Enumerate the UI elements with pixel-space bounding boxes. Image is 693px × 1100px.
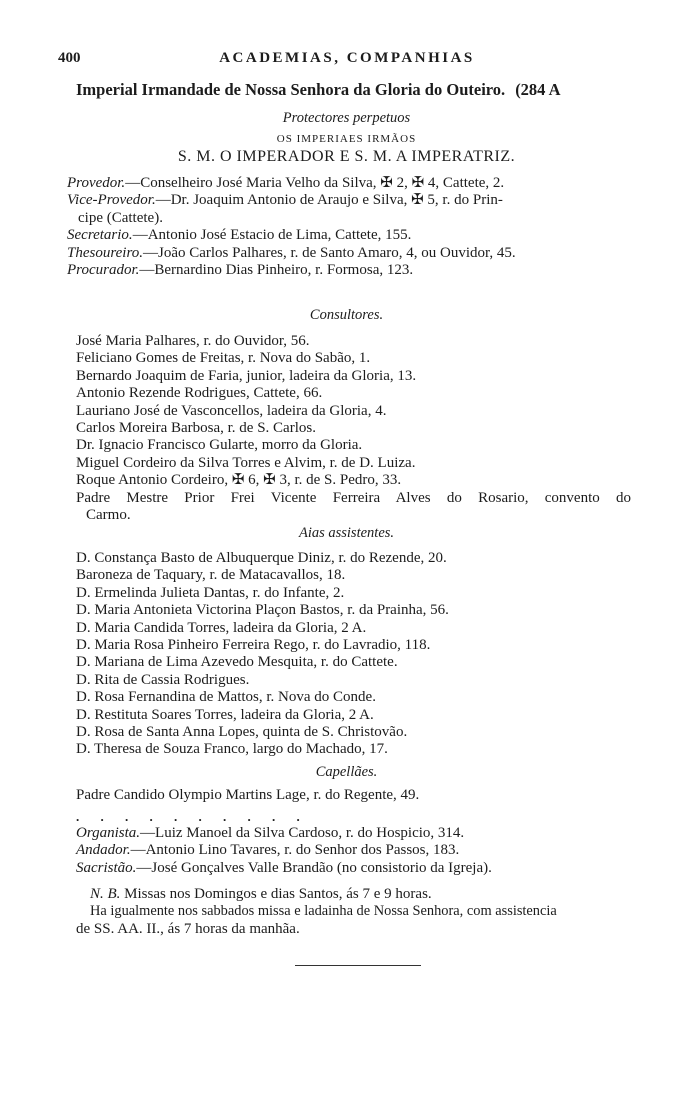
list-item: D. Restituta Soares Torres, ladeira da Gloria, 2 A. (76, 706, 374, 723)
list-item: D. Maria Candida Torres, ladeira da Gloria, 2 A. (76, 619, 367, 636)
closing-rule (295, 965, 421, 966)
officer-entry (67, 227, 627, 244)
list-item: Antonio Rezende Rodrigues, Cattete, 66. (76, 385, 323, 402)
list-item: D. Theresa de Souza Franco, largo do Machado, 17. (76, 741, 388, 758)
note-line: de SS. AA. II., ás 7 horas da manhãa. (76, 920, 300, 937)
consultores-list (76, 333, 631, 524)
list-item: Padre Mestre Prior Frei Vicente Ferreira Alves do Rosario, convento do (76, 489, 631, 506)
list-item: Feliciano Gomes de Freitas, r. Nova do Sabão, 1. (76, 350, 371, 367)
list-item: Miguel Cordeiro da Silva Torres e Alvim, r. de D. Luiza. (76, 454, 416, 471)
officer-text: —Conselheiro José Maria Velho da Silva, ✠ 2, ✠ 4, Cattete, 2. (125, 175, 505, 191)
brotherhood-name: Imperial Irmandade de Nossa Senhora da Gloria do Outeiro. (76, 80, 506, 99)
ellipsis-dots: . . . . . . . . . . (76, 809, 309, 824)
running-title: ACADEMIAS, COMPANHIAS (219, 50, 475, 66)
protectores-names: S. M. O IMPERADOR E S. M. A IMPERATRIZ. (177, 148, 516, 165)
nb-text: Missas nos Domingos e dias Santos, ás 7 e 9 horas. (124, 886, 432, 902)
list-item: D. Maria Antonieta Victorina Plaçon Bastos, r. da Prainha, 56. (76, 602, 449, 619)
staff-text: —Antonio Lino Tavares, r. do Senhor dos Passos, 183. (130, 842, 460, 859)
consultores-heading: Consultores. (309, 307, 384, 323)
officer-text: —Antonio José Estacio de Lima, Cattete, 155. (132, 227, 412, 244)
officer-role: Procurador. (67, 261, 140, 278)
officer-entry-continuation: cipe (Cattete). (78, 209, 163, 226)
officer-role: Provedor. (67, 175, 126, 191)
page-number: 400 (58, 50, 81, 66)
officer-role: Thesoureiro. (67, 244, 143, 261)
officer-text: —Bernardino Dias Pinheiro, r. Formosa, 123. (139, 261, 414, 278)
entry-number: (284 A (515, 80, 561, 99)
officer-entry (67, 192, 627, 209)
list-item: Roque Antonio Cordeiro, ✠ 6, ✠ 3, r. de S. Pedro, 33. (76, 472, 402, 489)
officer-entry (67, 175, 627, 192)
list-item-continuation: Carmo. (86, 506, 131, 523)
notes (76, 886, 642, 938)
page-header (58, 50, 636, 72)
list-item: D. Mariana de Lima Azevedo Mesquita, r. do Cattete. (76, 654, 398, 671)
staff-text: —Luiz Manoel da Silva Cardoso, r. do Hospicio, 314. (140, 825, 465, 841)
list-item: D. Maria Rosa Pinheiro Ferreira Rego, r. do Lavradio, 118. (76, 636, 431, 653)
staff-role: Andador. (76, 842, 131, 859)
list-item: Dr. Ignacio Francisco Gularte, morro da Gloria. (76, 437, 363, 454)
section-title (76, 80, 636, 100)
staff-entry (76, 825, 631, 842)
officer-role: Vice-Provedor. (67, 192, 156, 209)
officer-entry (67, 245, 627, 262)
list-item: D. Ermelinda Julieta Dantas, r. do Infante, 2. (76, 584, 345, 601)
staff-entry (76, 842, 631, 859)
staff-text: —José Gonçalves Valle Brandão (no consistorio da Igreja). (136, 859, 492, 876)
list-item: Lauriano José de Vasconcellos, ladeira da Gloria, 4. (76, 402, 387, 419)
list-item: D. Rita de Cassia Rodrigues. (76, 671, 250, 688)
staff-entry (76, 860, 631, 877)
capellaes-list (76, 787, 631, 804)
aias-list (76, 550, 631, 759)
staff-list (76, 825, 631, 877)
list-item: D. Constança Basto de Albuquerque Diniz, r. do Rezende, 20. (76, 550, 447, 566)
officer-text: —João Carlos Palhares, r. de Santo Amaro, 4, ou Ouvidor, 45. (142, 244, 516, 261)
protectores-heading: Protectores perpetuos (282, 110, 411, 126)
list-item: Baroneza de Taquary, r. de Matacavallos, 18. (76, 567, 346, 584)
list-item: Bernardo Joaquim de Faria, junior, ladeira da Gloria, 13. (76, 367, 417, 384)
officer-entry (67, 262, 627, 279)
list-item: D. Rosa Fernandina de Mattos, r. Nova do Conde. (76, 689, 376, 706)
nb-note (76, 886, 642, 903)
protectores-subheading: OS IMPERIAES IRMÃOS (276, 133, 417, 145)
list-item: D. Rosa de Santa Anna Lopes, quinta de S. Christovão. (76, 723, 408, 740)
officer-role: Secretario. (67, 227, 133, 244)
nb-label: N. B. (90, 886, 121, 902)
list-item: José Maria Palhares, r. do Ouvidor, 56. (76, 333, 310, 349)
list-item: Padre Candido Olympio Martins Lage, r. do Regente, 49. (76, 787, 420, 803)
list-item: Carlos Moreira Barbosa, r. de S. Carlos. (76, 419, 316, 436)
officer-text: —Dr. Joaquim Antonio de Araujo e Silva, ✠ 5, r. do Prin- (155, 192, 503, 209)
aias-heading: Aias assistentes. (298, 525, 395, 541)
staff-role: Sacristão. (76, 859, 137, 876)
capellaes-heading: Capellães. (315, 764, 378, 780)
staff-role: Organista. (76, 825, 141, 841)
note-line: Ha igualmente nos sabbados missa e ladainha de Nossa Senhora, com assistencia (90, 903, 557, 920)
officers-list (67, 175, 627, 279)
